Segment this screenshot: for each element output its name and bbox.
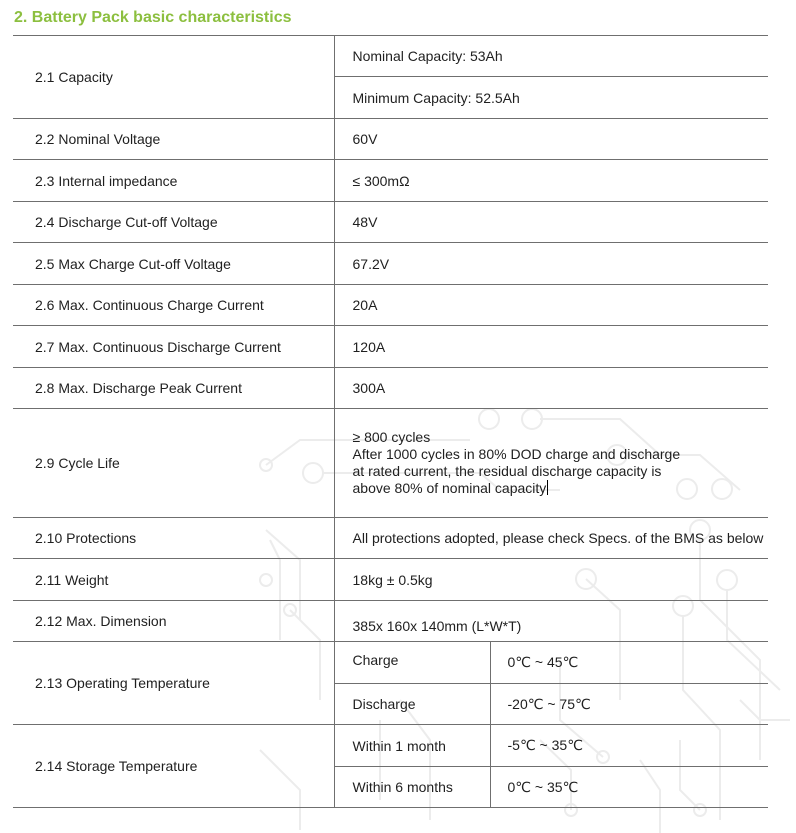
cycle-life-line: After 1000 cycles in 80% DOD charge and discharge (352, 446, 681, 462)
operating-temp-label: 2.13 Operating Temperature (13, 642, 334, 725)
table-row (13, 725, 768, 767)
table-row (13, 642, 768, 684)
text-caret (547, 480, 548, 495)
protections-label: 2.10 Protections (13, 518, 334, 559)
table-row (13, 601, 768, 642)
table-row (13, 285, 768, 326)
cycle-life-label: 2.9 Cycle Life (13, 409, 334, 518)
operating-temp-discharge-value: -20℃ ~ 75℃ (490, 684, 768, 725)
peak-current-label: 2.8 Max. Discharge Peak Current (13, 368, 334, 409)
cycle-life-line: above 80% of nominal capacity (352, 480, 547, 496)
nominal-voltage-label: 2.2 Nominal Voltage (13, 119, 334, 160)
table-row (13, 409, 768, 518)
storage-temp-6months-label: Within 6 months (334, 767, 490, 808)
storage-temp-1month-value: -5℃ ~ 35℃ (490, 725, 768, 767)
operating-temp-discharge-label: Discharge (334, 684, 490, 725)
capacity-label: 2.1 Capacity (13, 36, 334, 119)
storage-temp-6months-value: 0℃ ~ 35℃ (490, 767, 768, 808)
weight-value: 18kg ± 0.5kg (334, 559, 768, 601)
dimension-value: 385x 160x 140mm (L*W*T) (334, 601, 768, 642)
table-row (13, 160, 768, 202)
table-row (13, 326, 768, 368)
table-row (13, 559, 768, 601)
table-row (13, 368, 768, 409)
operating-temp-charge-label: Charge (334, 642, 490, 684)
discharge-cutoff-label: 2.4 Discharge Cut-off Voltage (13, 202, 334, 243)
discharge-current-value: 120A (334, 326, 768, 368)
charge-cutoff-value: 67.2V (334, 243, 768, 285)
battery-spec-table (13, 35, 768, 808)
cycle-life-line: ≥ 800 cycles (352, 429, 431, 445)
charge-cutoff-label: 2.5 Max Charge Cut-off Voltage (13, 243, 334, 285)
operating-temp-charge-value: 0℃ ~ 45℃ (490, 642, 768, 684)
protections-value: All protections adopted, please check Specs. of the BMS as below (334, 518, 768, 559)
cycle-life-line-last (353, 480, 769, 497)
charge-current-value: 20A (334, 285, 768, 326)
cycle-life-line: at rated current, the residual discharge capacity is (352, 463, 662, 479)
table-row (13, 36, 768, 77)
charge-current-label: 2.6 Max. Continuous Charge Current (13, 285, 334, 326)
discharge-cutoff-value: 48V (334, 202, 768, 243)
cycle-life-value (334, 409, 768, 518)
storage-temp-label: 2.14 Storage Temperature (13, 725, 334, 808)
cycle-life-text (353, 429, 769, 497)
discharge-current-label: 2.7 Max. Continuous Discharge Current (13, 326, 334, 368)
internal-impedance-label: 2.3 Internal impedance (13, 160, 334, 202)
dimension-label: 2.12 Max. Dimension (13, 601, 334, 642)
nominal-capacity-value: Nominal Capacity: 53Ah (334, 36, 768, 77)
nominal-voltage-value: 60V (334, 119, 768, 160)
minimum-capacity-value: Minimum Capacity: 52.5Ah (334, 77, 768, 119)
internal-impedance-value: ≤ 300mΩ (334, 160, 768, 202)
section-title: 2. Battery Pack basic characteristics (14, 9, 292, 26)
weight-label: 2.11 Weight (13, 559, 334, 601)
table-row (13, 518, 768, 559)
storage-temp-1month-label: Within 1 month (334, 725, 490, 767)
table-row (13, 119, 768, 160)
peak-current-value: 300A (334, 368, 768, 409)
table-row (13, 243, 768, 285)
table-row (13, 202, 768, 243)
